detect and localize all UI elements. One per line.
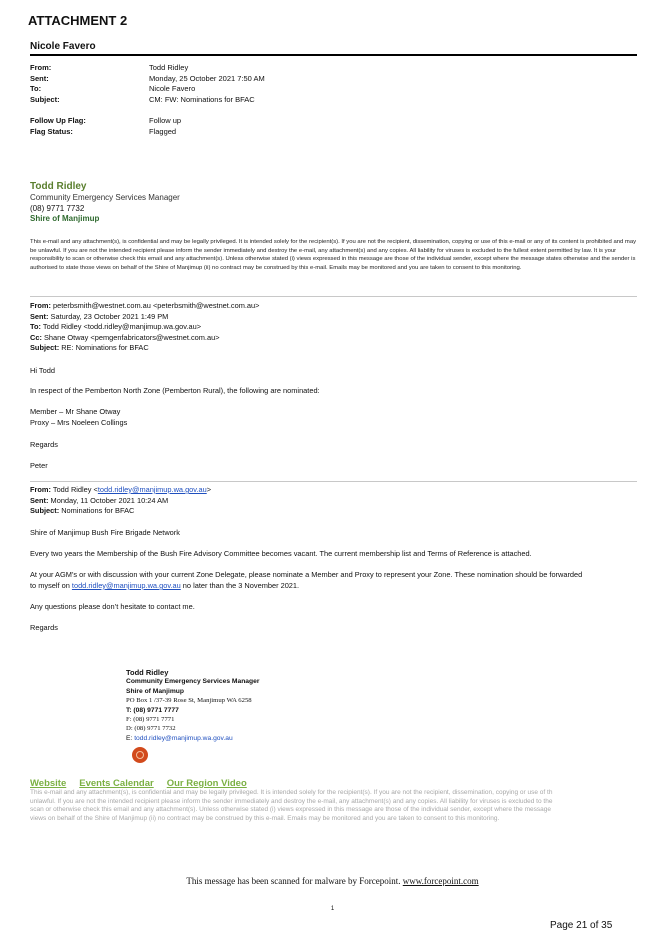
header-subject: Subject: CM: FW: Nominations for BFAC (30, 94, 255, 104)
sig-role: Community Emergency Services Manager (30, 193, 180, 202)
website-link[interactable]: Website (30, 778, 67, 789)
sig-email-link[interactable]: todd.ridley@manjimup.wa.gov.au (134, 734, 233, 742)
sig-phone: (08) 9771 7732 (30, 203, 85, 213)
scan-notice: This message has been scanned for malware by Forcepoint. www.forcepoint.com (186, 876, 479, 886)
shire-logo-icon (132, 747, 148, 763)
reply-sender: Peter (30, 461, 48, 470)
attachment-title: ATTACHMENT 2 (28, 13, 128, 28)
disclaimer-bottom: This e-mail and any attachment(s), is confidential and may be legally privileged. It is intended solely for the recipient(s). If you are not the recipient, dissemination, copying or use of th unlawful. If you are not the intended recipient please inform the sender immediately and destroy the e-mail, any attachment(s) and any copies. All liability for viruses is excluded to the scan or otherwise check this email and any attachment(s). Unless otherwise stated (i) views expressed in this message are those of the individual sender, except where the message views on behalf of the Shire of Manjimup (ii) no contract may be construed by this e-mail. Emails may be monitored and you are taken to consent to this monitoring. (30, 789, 553, 822)
signature-top (30, 180, 180, 225)
original-from-email-link[interactable]: todd.ridley@manjimup.wa.gov.au (97, 485, 207, 494)
header-to: To: Nicole Favero (30, 84, 196, 94)
reply-intro: In respect of the Pemberton North Zone (Pemberton Rural), the following are nominated: (30, 386, 320, 395)
signature-bottom: Todd Ridley Community Emergency Services Manager Shire of Manjimup PO Box 1 /37-39 Rose St, Manjimup WA 6258 T: (08) 9771 7777 F: (08) 9771 7771 D: (08) 9771 7732 E: todd.ridley@manjimup.wa.gov.au (126, 668, 260, 742)
region-video-link[interactable]: Our Region Video (166, 778, 247, 789)
reply-greeting: Hi Todd (30, 366, 55, 375)
flag-status: Flag Status: Flagged (30, 126, 177, 136)
original-p3a: At your AGM’s or with discussion with your current Zone Delegate, please nominate a Member and Proxy to represent your Zone. These nomination should be forwarded (30, 570, 583, 579)
header-sent: Sent: Monday, 25 October 2021 7:50 AM (30, 73, 265, 83)
reply-member: Member – Mr Shane Otway (30, 407, 121, 416)
flag-follow-up: Follow Up Flag: Follow up (30, 116, 182, 125)
forcepoint-link[interactable]: www.forcepoint.com (402, 876, 479, 886)
page-footer: Page 21 of 35 (550, 920, 613, 931)
original-header: From: Todd Ridley <todd.ridley@manjimup.wa.gov.au> Sent: Monday, 11 October 2021 10:24 AM Subject: Nominations for BFAC (30, 485, 212, 516)
sig-org: Shire of Manjimup (30, 214, 100, 223)
reply-header: From: peterbsmith@westnet.com.au <peterbsmith@westnet.com.au> Sent: Saturday, 23 October 2021 1:49 PM To: Todd Ridley <todd.ridley@manjimup.wa.gov.au> Cc: Shane Otway <pemgenfabricators@westnet.com.au> Subject: RE: Nominations for BFAC (30, 301, 260, 353)
footer-links (30, 778, 260, 789)
email-flags (30, 116, 181, 137)
original-p1: Shire of Manjimup Bush Fire Brigade Network (30, 528, 180, 537)
mailbox-owner: Nicole Favero (30, 41, 96, 52)
divider (30, 54, 637, 56)
reply-proxy: Proxy – Mrs Noeleen Collings (30, 418, 128, 427)
email-header (30, 63, 265, 105)
sig-name: Todd Ridley (30, 181, 87, 192)
divider (30, 296, 637, 297)
reply-closing: Regards (30, 440, 58, 449)
email-link[interactable]: todd.ridley@manjimup.wa.gov.au (71, 581, 181, 590)
events-calendar-link[interactable]: Events Calendar (79, 778, 154, 789)
original-p3b: to myself on todd.ridley@manjimup.wa.gov.au no later than the 3 November 2021. (30, 581, 300, 590)
original-p2: Every two years the Membership of the Bush Fire Advisory Committee becomes vacant. The current membership list and Terms of Reference is attached. (30, 549, 532, 558)
divider (30, 481, 637, 482)
original-closing: Regards (30, 623, 58, 632)
header-from: From: Todd Ridley (30, 63, 189, 72)
original-p4: Any questions please don’t hesitate to contact me. (30, 602, 195, 611)
disclaimer-top: This e-mail and any attachment(s), is confidential and may be legally privileged. It is intended solely for the recipient(s). If you are not the recipient, dissemination, copying or use of this e-mail or any of its content is prohibited and may be unlawful. If you are not the intended recipient please inform the sender immediately and destroy the e-mail, any attachment(s) and any copies. All liability for viruses is excluded to the fullest extent permitted by law. It is your responsibility to scan or otherwise check this email and any attachment(s). Unless otherwise stated (i) views expressed in this message are those of the individual sender, except where the message states otherwise and the sender is authorised to state those views on behalf of the Shire of Manjimup (ii) no contract may be construed by this e-mail. Emails may be monitored and you are taken to consent to this monitoring. (30, 239, 637, 272)
inner-page-number: 1 (330, 906, 335, 912)
